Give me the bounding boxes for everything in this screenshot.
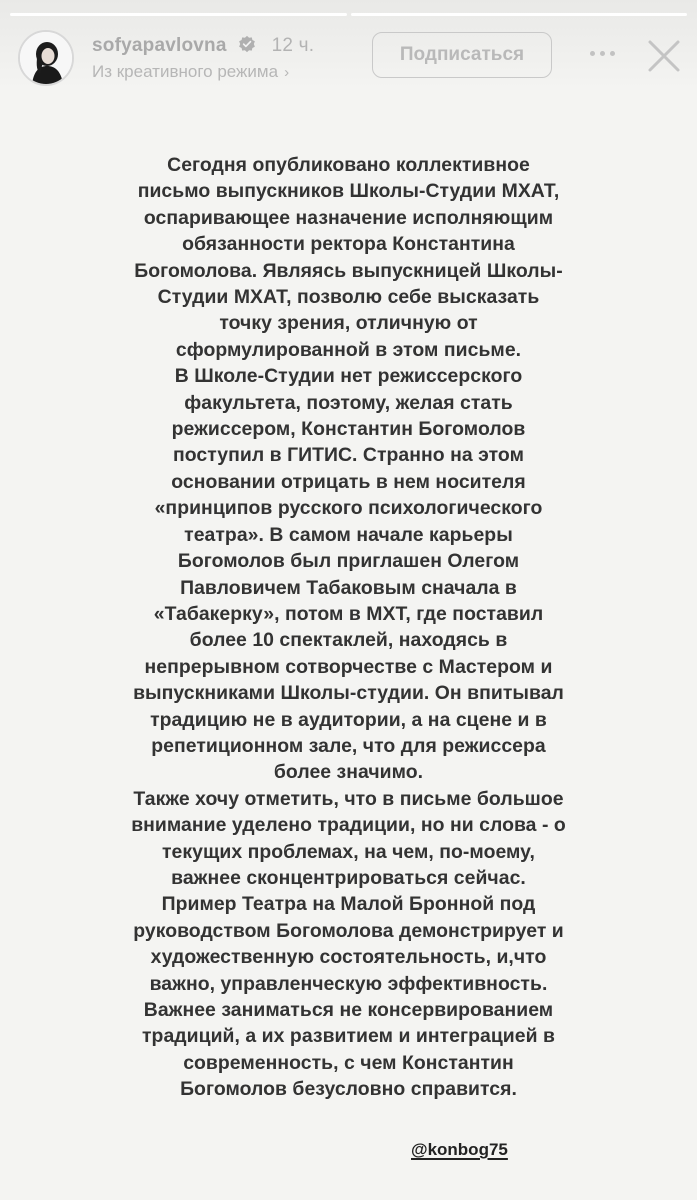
progress-segment: [10, 13, 347, 16]
story-header: [18, 28, 683, 92]
letter-line: факультета, поэтому, желая стать: [184, 391, 513, 414]
letter-line: основании отрицать в нем носителя: [171, 470, 526, 493]
chevron-right-icon: ›: [284, 64, 290, 81]
post-time: 12 ч.: [271, 35, 315, 56]
letter-line: внимание уделено традиции, но ни слова - о: [131, 814, 566, 837]
letter-line: Важнее заниматься не консервированием: [143, 999, 554, 1021]
letter-line: более 10 спектаклей, находясь в: [189, 629, 508, 652]
letter-line: важнее сконцентрироваться сейчас.: [171, 866, 526, 889]
letter-line: непрерывном сотворчестве с Мастером и: [144, 655, 553, 678]
more-dots-icon[interactable]: [584, 42, 620, 64]
letter-line: традиций, а их развитием и интеграцией в: [142, 1025, 555, 1048]
close-icon[interactable]: [644, 36, 684, 76]
creative-mode-link[interactable]: [92, 62, 289, 82]
progress-segment-fill: [351, 13, 688, 16]
letter-line: Студии МХАТ, позволю себе высказать: [157, 286, 540, 309]
letter-line: письмо выпускников Школы-Студии МХАТ,: [137, 180, 560, 203]
story-progress-bar: [10, 13, 687, 16]
progress-segment-fill: [10, 13, 347, 16]
letter-line: Богомолов безусловно справится.: [180, 1078, 517, 1101]
follow-button[interactable]: Подписаться: [372, 32, 552, 78]
letter-line: оспаривающее назначение исполняющим: [143, 206, 554, 229]
letter-line: руководством Богомолова демонстрирует и: [133, 919, 564, 942]
letter-line: «принципов русского психологического: [154, 497, 543, 520]
creative-mode-label: Из креативного режима: [92, 62, 279, 81]
letter-line: более значимо.: [273, 761, 424, 784]
progress-segment: [351, 13, 688, 16]
letter-line: сформулированной в этом письме.: [175, 338, 522, 361]
letter-line: поступил в ГИТИС. Странно на этом: [173, 444, 524, 467]
letter-line: выпускниками Школы-студии. Он впитывал: [133, 682, 564, 705]
letter-line: «Табакерку», потом в МХТ, где поставил: [153, 602, 544, 625]
letter-line: режиссером, Константин Богомолов: [171, 418, 526, 441]
username-row[interactable]: [92, 35, 314, 59]
letter-line: Также хочу отметить, что в письме большое: [133, 787, 564, 810]
letter-line: репетиционном зале, что для режиссера: [151, 734, 546, 757]
letter-line: Пример Театра на Малой Бронной под: [161, 893, 536, 916]
letter-line: современность, с чем Константин: [183, 1051, 514, 1074]
letter-line: художественную состоятельность, и,что: [150, 946, 547, 969]
avatar[interactable]: [18, 30, 74, 86]
letter-line: текущих проблемах, на чем, по-моему,: [161, 840, 535, 863]
letter-line: В Школе-Студии нет режиссерского: [174, 365, 523, 388]
letter-line: Сегодня опубликовано коллективное: [167, 154, 530, 176]
letter-line: обязанности ректора Константина: [182, 233, 515, 256]
verified-badge-icon: [238, 35, 256, 59]
mention-sticker[interactable]: @konbog75: [411, 1140, 508, 1159]
username[interactable]: sofyapavlovna: [92, 35, 227, 56]
letter-line: Богомолова. Являясь выпускницей Школы-: [134, 259, 563, 282]
avatar-portrait-icon: [20, 32, 72, 84]
letter-line: театра». В самом начале карьеры: [184, 523, 513, 546]
letter-line: традицию не в аудитории, а на сцене и в: [150, 708, 547, 731]
letter-line: важно, управленческую эффективность.: [149, 972, 548, 995]
letter-line: Павловичем Табаковым сначала в: [180, 576, 517, 599]
letter-line: точку зрения, отличную от: [219, 312, 478, 335]
letter-line: Богомолов был приглашен Олегом: [177, 550, 520, 573]
letter-text: [40, 152, 657, 1103]
